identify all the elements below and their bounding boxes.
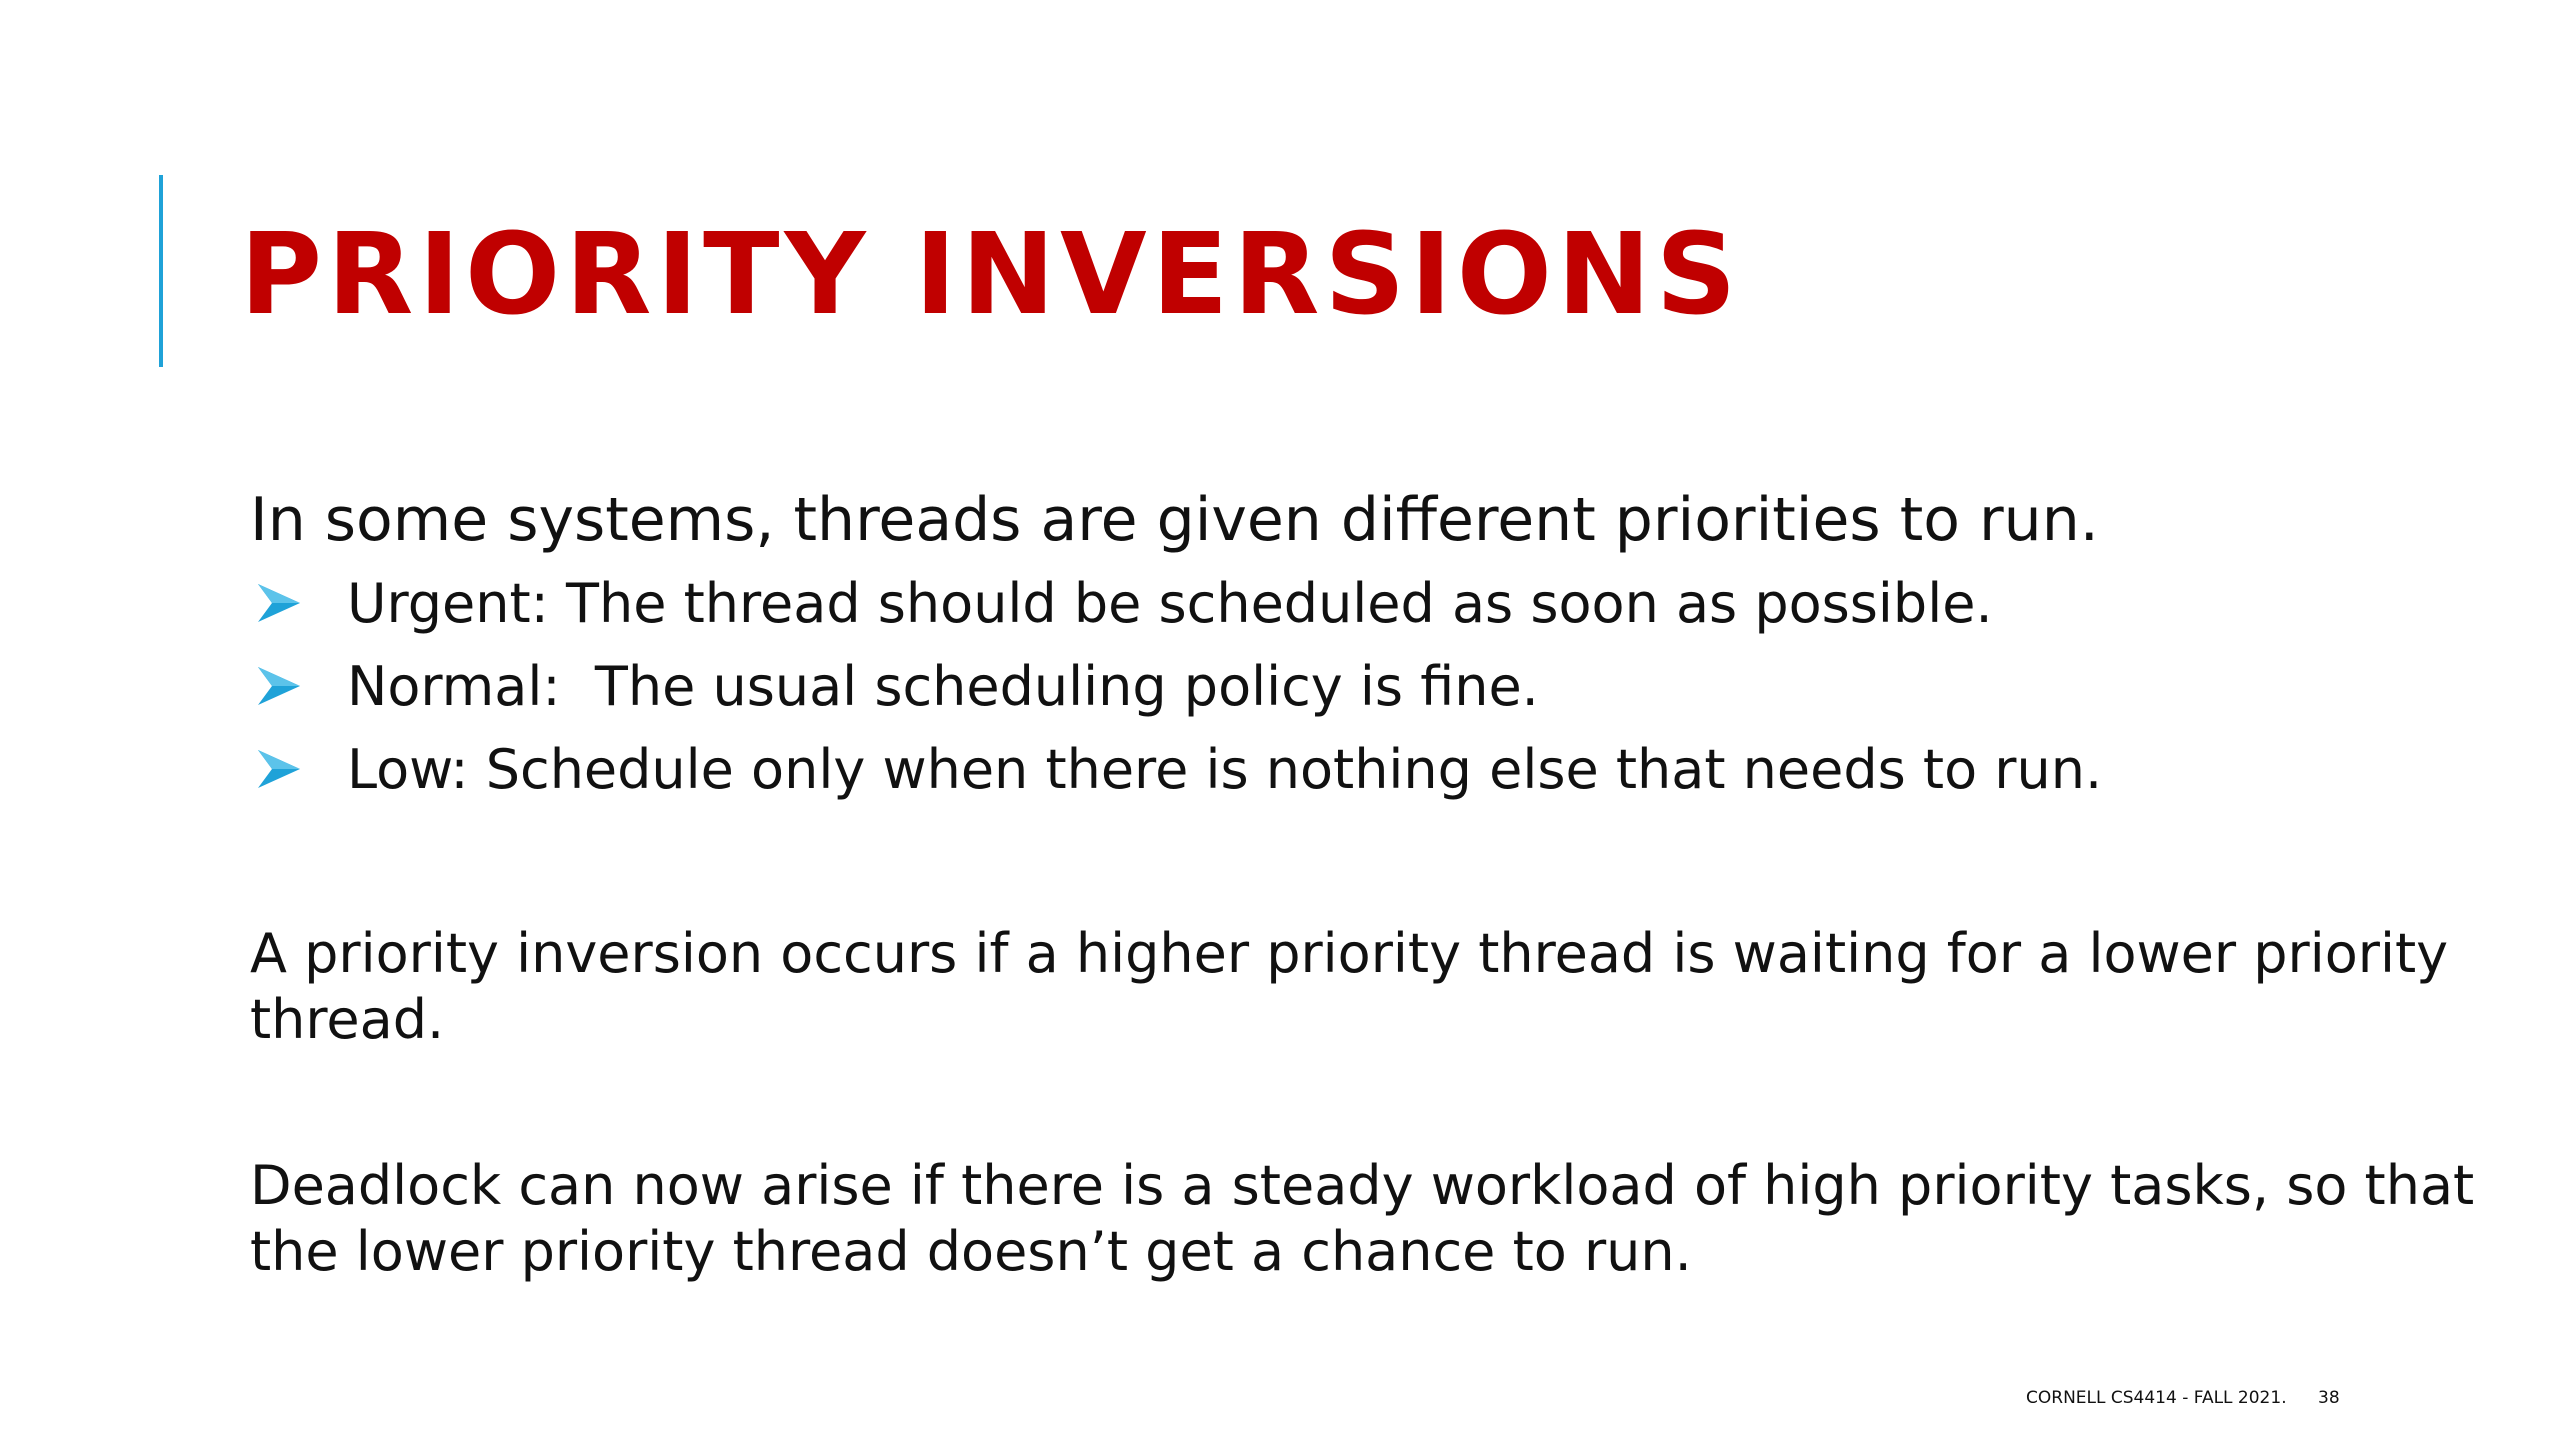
- priority-inversion-definition: A priority inversion occurs if a higher priority thread is waiting for a lower priority thread.: [250, 922, 2449, 1051]
- slide-body: [250, 480, 2500, 1285]
- arrowhead-bullet-icon: [256, 582, 302, 624]
- slide-title: PRIORITY INVERSIONS: [240, 210, 1742, 340]
- intro-text: In some systems, threads are given different priorities to run.: [250, 485, 2099, 555]
- arrowhead-bullet-icon: [256, 665, 302, 707]
- title-accent-bar: [159, 175, 163, 367]
- priority-list: [250, 562, 2500, 811]
- list-item-urgent: [250, 562, 2500, 645]
- slide-number: 38: [2318, 1388, 2340, 1408]
- list-item-low: [250, 728, 2500, 811]
- bullet-text: Low: Schedule only when there is nothing else that needs to run.: [347, 738, 2103, 801]
- bullet-text: Normal: The usual scheduling policy is fine.: [347, 655, 1539, 718]
- arrowhead-bullet-icon: [256, 748, 302, 790]
- footer-course-label: CORNELL CS4414 - FALL 2021.: [2026, 1388, 2287, 1408]
- list-item-normal: [250, 645, 2500, 728]
- deadlock-explanation: Deadlock can now arise if there is a steady workload of high priority tasks, so that the lower priority thread doesn’t get a chance to run.: [250, 1154, 2475, 1283]
- bullet-text: Urgent: The thread should be scheduled as soon as possible.: [347, 572, 1993, 635]
